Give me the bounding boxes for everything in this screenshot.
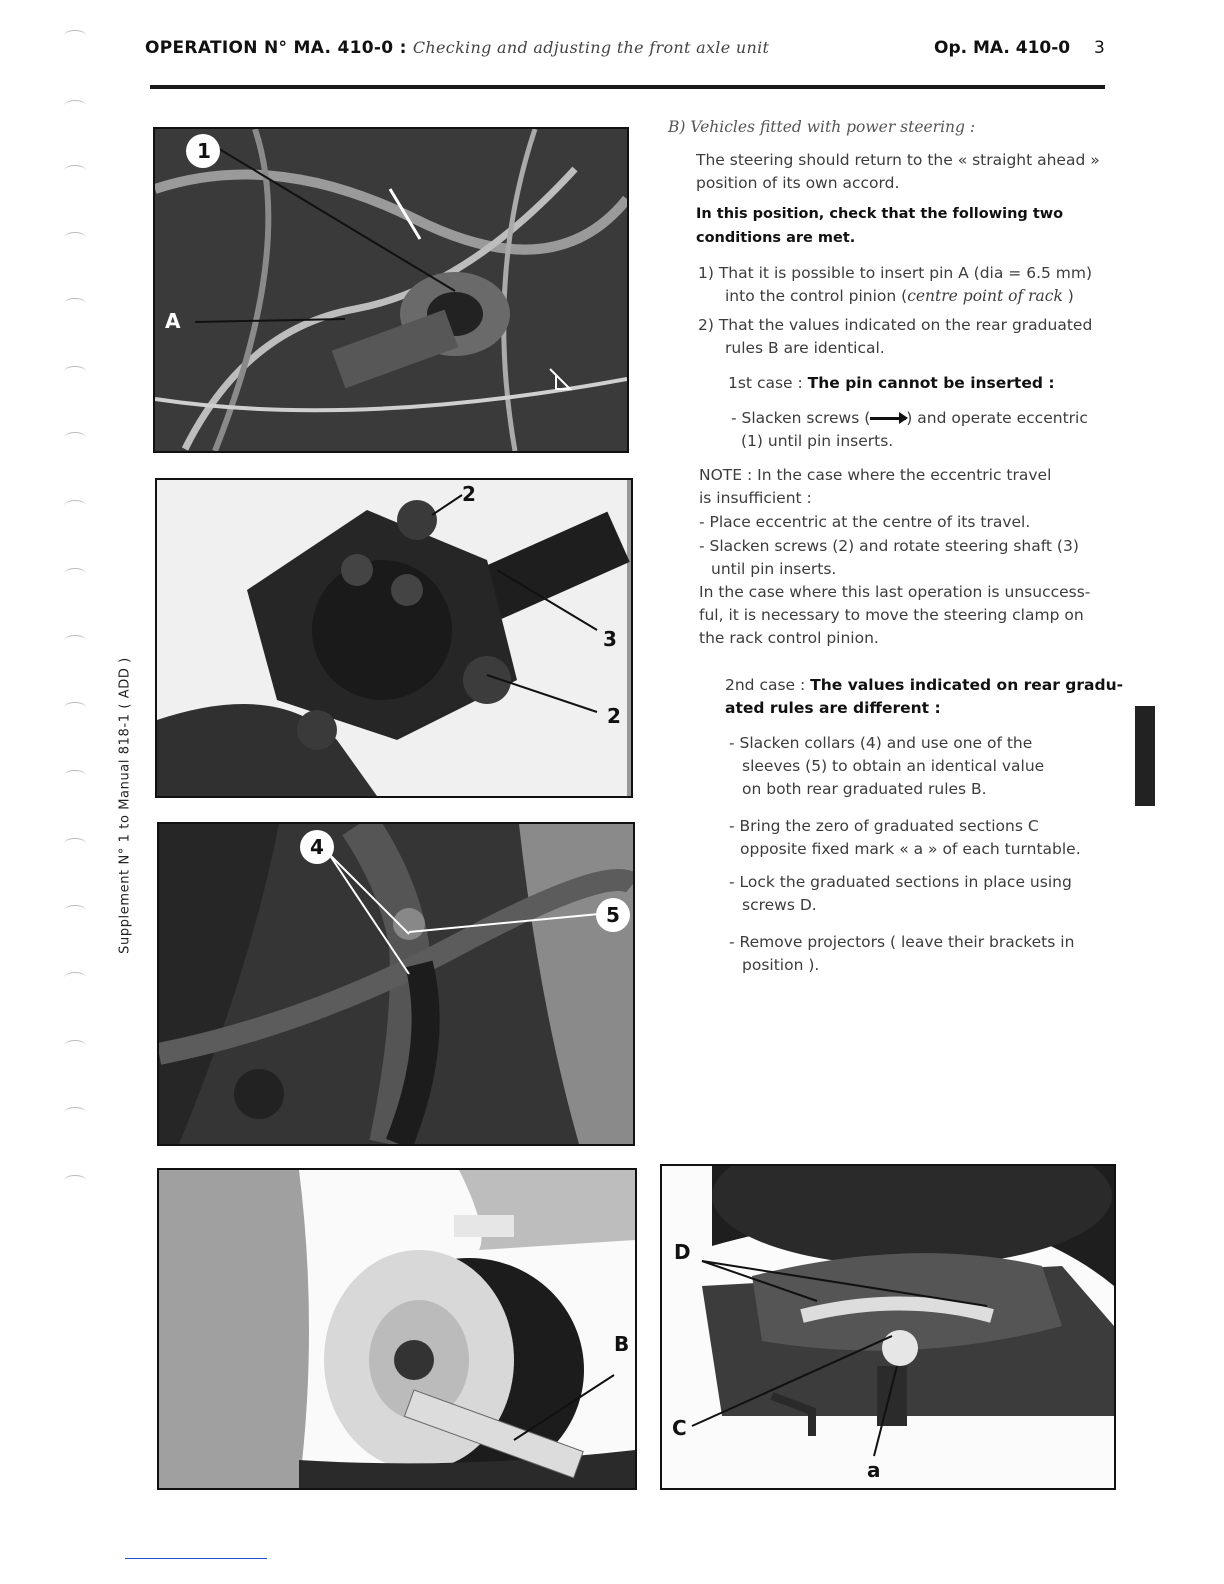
- figure-2-label-2-bottom: 2: [607, 704, 621, 728]
- note-line-2: is insufficient :: [699, 489, 812, 507]
- condition-1-line-2-c: ): [1067, 287, 1074, 305]
- condition-2-line-1: 2) That the values indicated on the rear graduated: [698, 316, 1093, 334]
- header-rule: [150, 85, 1105, 89]
- step-2-line-3: on both rear graduated rules B.: [742, 780, 987, 798]
- para-2-line-1: In this position, check that the following two: [696, 206, 1064, 222]
- note-line-7: ful, it is necessary to move the steering clamp on: [699, 606, 1084, 624]
- figure-2-label-2-top: 2: [462, 482, 476, 506]
- figure-2-label-3: 3: [603, 627, 617, 651]
- header-op-code: Op. MA. 410-0: [934, 38, 1071, 58]
- step-2-line-1: - Slacken collars (4) and use one of the: [729, 734, 1033, 752]
- step-1-line-1-a: - Slacken screws (: [731, 409, 871, 427]
- para-2-line-2: conditions are met.: [696, 230, 856, 246]
- header-title-bold: OPERATION N° MA. 410-0 :: [145, 38, 407, 58]
- step-4-line-1: - Lock the graduated sections in place using: [729, 873, 1072, 891]
- case-1-prefix: 1st case :: [728, 374, 803, 392]
- step-3-line-2: opposite fixed mark « a » of each turntable.: [740, 840, 1081, 858]
- figure-5-label-C: C: [672, 1416, 687, 1440]
- section-tab-marker: [1135, 706, 1155, 806]
- note-line-6: In the case where this last operation is unsuccess-: [699, 583, 1091, 601]
- case-1-bold: The pin cannot be inserted :: [807, 374, 1055, 392]
- figure-4-photo: [157, 1168, 637, 1490]
- figure-1-label-A: A: [165, 309, 181, 333]
- note-line-1: NOTE : In the case where the eccentric travel: [699, 466, 1052, 484]
- figure-4-label-B: B: [614, 1332, 630, 1356]
- step-5-line-2: position ).: [742, 956, 820, 974]
- figure-3-photo: [157, 822, 635, 1146]
- condition-1-line-2: [725, 285, 1074, 308]
- condition-1-line-1: 1) That it is possible to insert pin A (dia = 6.5 mm): [698, 264, 1093, 282]
- figure-5-label-a: a: [867, 1458, 881, 1482]
- condition-2-line-2: rules B are identical.: [725, 339, 885, 357]
- section-b-heading: B) Vehicles fitted with power steering :: [668, 118, 976, 136]
- para-1-line-2: position of its own accord.: [696, 174, 900, 192]
- figure-5-label-D: D: [674, 1240, 691, 1264]
- note-line-5: until pin inserts.: [711, 560, 837, 578]
- note-line-4: - Slacken screws (2) and rotate steering shaft (3): [699, 537, 1079, 555]
- figure-3-label-4: 4: [310, 835, 324, 859]
- step-5-line-1: - Remove projectors ( leave their brackets in: [729, 933, 1075, 951]
- figure-2-photo: [155, 478, 633, 798]
- condition-1-line-2-b: centre point of rack: [907, 287, 1063, 305]
- case-2-heading-line-1: [725, 674, 1123, 697]
- figure-1-photo: [153, 127, 629, 453]
- condition-1-line-2-a: into the control pinion (: [725, 287, 908, 305]
- figure-5-photo: [660, 1164, 1116, 1490]
- step-1-line-1-b: ) and operate eccentric: [906, 409, 1088, 427]
- figure-3-label-5: 5: [606, 903, 620, 927]
- header-title-italic: Checking and adjusting the front axle unit: [412, 38, 770, 57]
- step-1-line-1: [731, 407, 1088, 430]
- arrow-icon: [870, 417, 906, 420]
- case-1-heading: [728, 372, 1055, 395]
- side-note: Supplement N° 1 to Manual 818-1 ( ADD ): [117, 657, 133, 954]
- header-title: [145, 38, 769, 58]
- figure-1-label-1: 1: [197, 139, 211, 163]
- step-3-line-1: - Bring the zero of graduated sections C: [729, 817, 1039, 835]
- case-2-bold-line-1: The values indicated on rear gradu-: [810, 676, 1124, 694]
- page-number: 3: [1094, 38, 1105, 58]
- case-2-prefix: 2nd case :: [725, 676, 806, 694]
- note-line-8: the rack control pinion.: [699, 629, 879, 647]
- case-2-heading-line-2: ated rules are different :: [725, 699, 941, 717]
- note-line-3: - Place eccentric at the centre of its travel.: [699, 513, 1031, 531]
- footnote-rule: [125, 1558, 267, 1559]
- para-1-line-1: The steering should return to the « straight ahead »: [696, 151, 1100, 169]
- step-2-line-2: sleeves (5) to obtain an identical value: [742, 757, 1045, 775]
- step-4-line-2: screws D.: [742, 896, 817, 914]
- step-1-line-2: (1) until pin inserts.: [741, 432, 894, 450]
